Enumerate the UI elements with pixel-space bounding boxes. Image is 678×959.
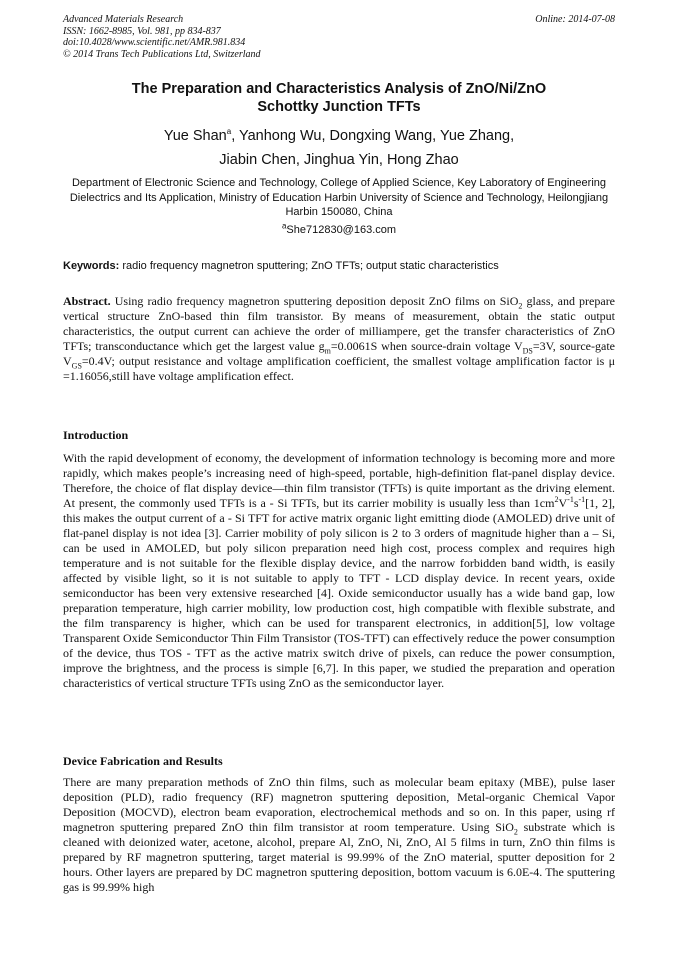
introduction-body — [63, 451, 615, 691]
title-line-2: Schottky Junction TFTs — [257, 99, 421, 115]
online-date: Online: 2014-07-08 — [535, 14, 615, 25]
affiliation: Department of Electronic Science and Technology, College of Applied Science, Key Laboratory of Engineering Dielectrics and Its Application, Ministry of Education Harbin University of Science and Technology, Heilongjiang Harbin 150080, China — [69, 177, 609, 218]
paragraph-text: s — [573, 496, 579, 510]
paragraph-text: V — [558, 496, 568, 510]
first-author-affil-mark: a — [226, 127, 232, 137]
doi-line: doi:10.4028/www.scientific.net/AMR.981.834 — [63, 37, 246, 48]
author-line-1 — [63, 124, 615, 148]
section-heading-introduction: Introduction — [63, 428, 129, 442]
paragraph-text: There are many preparation methods of ZnO thin films, such as molecular beam epitaxy (MBE), pulse laser deposition (PLD), radio frequency (RF) magnetron sputtering deposition, Metal-organic Chemical Vapor Deposition (MOCVD), electron beam evaporation, electrochemical methods and so on. In this paper, using rf magnetron sputtering prepared ZnO thin film transistor at room temperature. Using SiO — [63, 775, 615, 834]
superscript: -1 — [567, 495, 574, 504]
superscript: -1 — [578, 495, 586, 504]
email-address[interactable]: She712830@163.com — [286, 224, 397, 236]
author-line-2: Jiabin Chen, Jinghua Yin, Hong Zhao — [219, 152, 459, 168]
journal-header — [63, 14, 615, 60]
abstract — [63, 294, 615, 384]
device-body — [63, 775, 615, 895]
authors-rest: , Yanhong Wu, Dongxing Wang, Yue Zhang, — [231, 128, 515, 144]
paragraph-text: [1, 2], this makes the output current of a - Si TFT for active matrix organic light emitting diode (AMOLED) drive unit of flat-panel display is not idea [3]. Carrier mobility of poly silicon is 2 to 3 orders of magnitude higher than a – Si, can be used in AMOLED, but poly silicon preparation need high cost, process complex and requires high temperature and is not suitable for the flexible display device, and the narrow forbidden band width, is easily affected by visible light, so it is not suitable to apply to TFT - LCD display device. In recent years, oxide semiconductor has been very extensive researched [4]. Oxide semiconductor usually has a wide band gap, low preparation temperature, high carrier mobility, low production cost, high compatible with flexible substrate, and the film transparency is higher, which can be used for transparent electronics, in addition[5], low voltage Transparent Oxide Semiconductor Thin Film Transistor (TOS-TFT) can effectively reduce the power consumption of the device, thus TOS - TFT as the active matrix switch drive of pixels, can reduce the power consumption, improve the brightness, and the process is simple [6,7]. In this paper, we studied the preparation and operation characteristics of vertical structure TFTs using ZnO as the semiconductor layer. — [63, 496, 616, 690]
abstract-subscript: GS — [71, 361, 82, 371]
author-list — [63, 124, 615, 172]
journal-name: Advanced Materials Research — [63, 14, 184, 25]
abstract-subscript: DS — [522, 346, 533, 356]
title-line-1: The Preparation and Characteristics Analysis of ZnO/Ni/ZnO — [131, 81, 547, 97]
subscript: 2 — [513, 827, 518, 837]
first-author: Yue Shan — [163, 128, 227, 144]
abstract-text: =0.0061S when source-drain voltage V — [330, 339, 523, 353]
email-mark: a — [281, 221, 287, 231]
issn-line: ISSN: 1662-8985, Vol. 981, pp 834-837 — [63, 25, 221, 37]
paragraph-text: substrate which is cleaned with deionized water, acetone, alcohol, prepare Al, ZnO, Ni, ZnO, Al 5 films in turn, ZnO thin films is prepared by RF magnetron sputtering, target material is 99.99% of the ZnO material, sputter deposition for 2 hours. Other layers are prepared by DC magnetron sputtering deposition, bottom vacuum is 6.0E-4. The sputtering gas is 99.99% high — [63, 820, 615, 894]
copyright-line: © 2014 Trans Tech Publications Ltd, Switzerland — [63, 48, 261, 60]
keywords — [63, 260, 615, 272]
email-line — [63, 221, 615, 236]
keywords-text: radio frequency magnetron sputtering; ZnO TFTs; output static characteristics — [122, 260, 499, 272]
paragraph-text: With the rapid development of economy, the development of information technology is becoming more and more rapidly, which makes people’s increasing need of high-speed, portable, high-definition flat-panel display device. Therefore, the choice of flat display device—thin film transistor (TFTs) is quite important as the driving element. At present, the commonly used TFTs is a - Si TFTs, but its carrier mobility is usually less than 1cm — [63, 451, 615, 510]
abstract-subscript: m — [324, 346, 331, 356]
abstract-subscript: 2 — [518, 301, 523, 311]
paper-title — [63, 80, 615, 116]
keywords-label: Keywords: — [63, 260, 120, 272]
abstract-text: =0.4V; output resistance and voltage amplification coefficient, the smallest voltage amplification factor is μ =1.16056,still have voltage amplification effect. — [63, 354, 615, 383]
superscript: 2 — [554, 495, 559, 504]
section-heading-device: Device Fabrication and Results — [63, 754, 223, 768]
abstract-text: Using radio frequency magnetron sputtering deposition deposit ZnO films on SiO — [114, 294, 519, 308]
abstract-text: =3V, source-gate V — [63, 339, 615, 368]
abstract-text: glass, and prepare vertical structure ZnO-based thin film transistor. By means of measurement, obtain the static output characteristics, the output current can achieve the order of milliampere, get the transfer characteristics of ZnO TFTs; transconductance which get the largest value g — [63, 294, 616, 353]
abstract-label: Abstract. — [63, 294, 111, 308]
